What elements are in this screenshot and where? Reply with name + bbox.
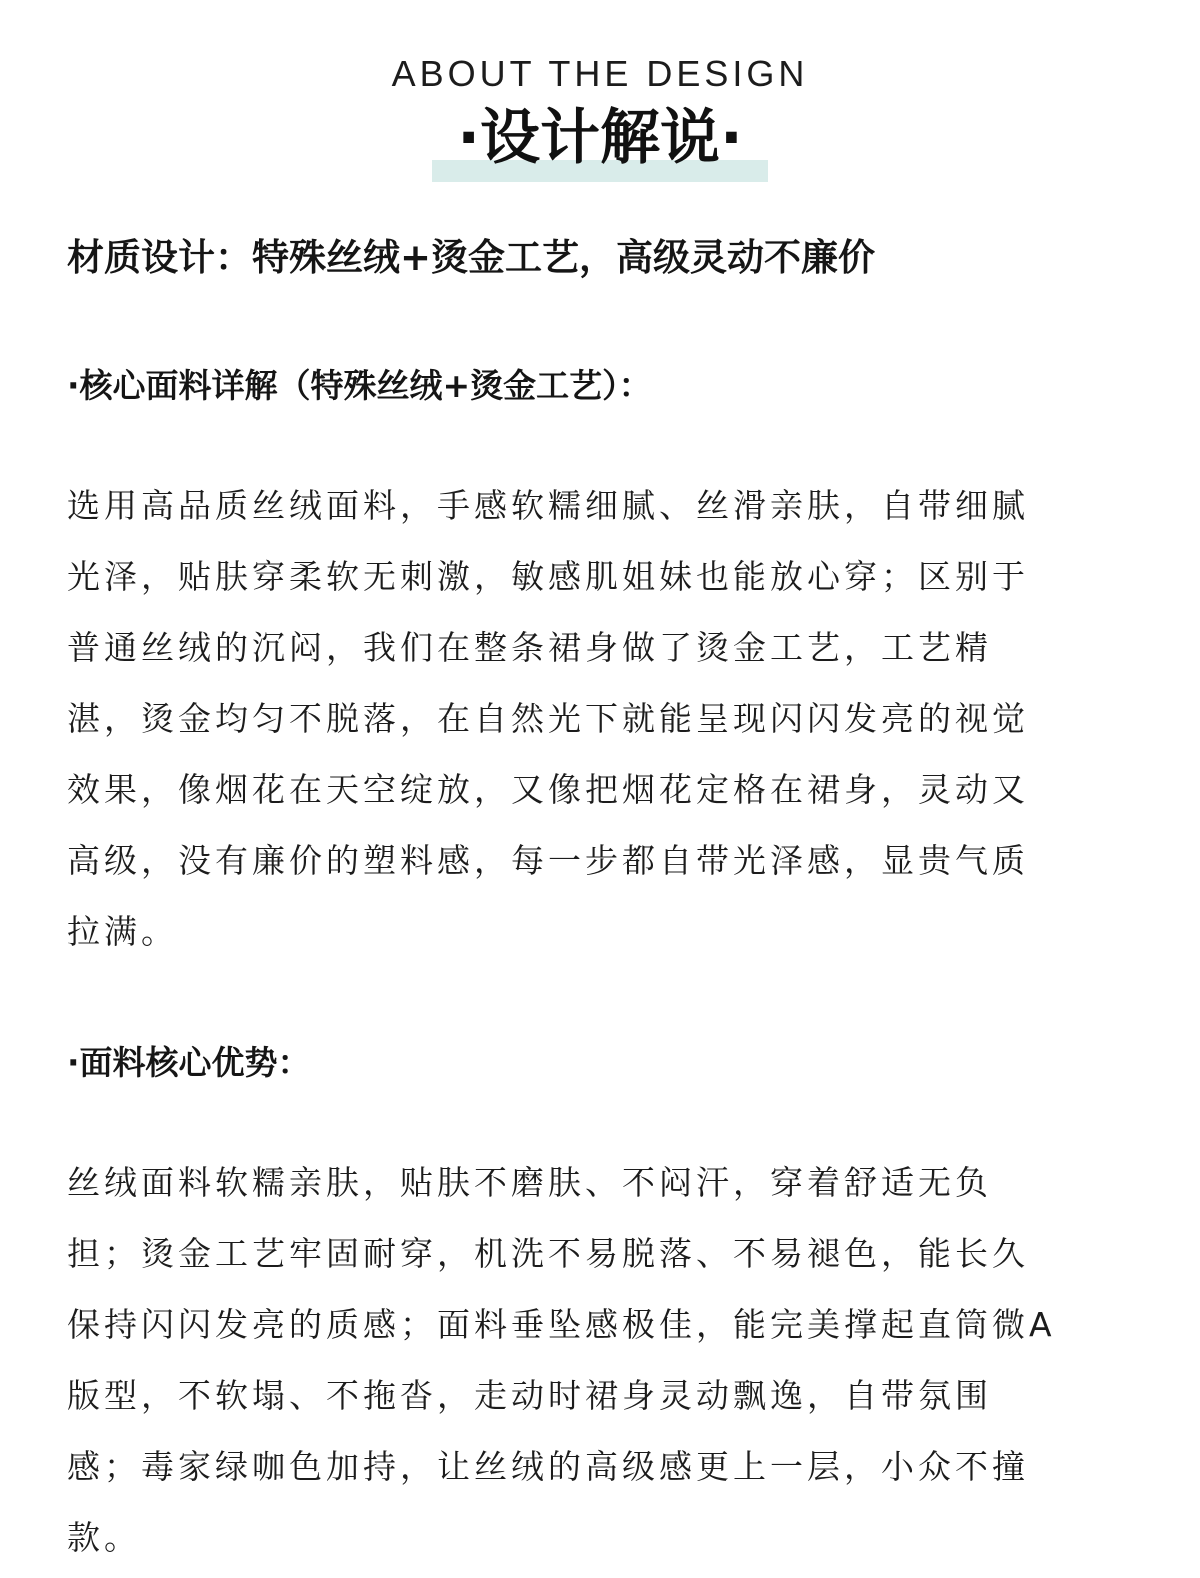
spacer [67,290,1137,354]
section-body-fabric-detail: 选用高品质丝绒面料，手感软糯细腻、丝滑亲肤，自带细腻 光泽，贴肤穿柔软无刺激，敏感肌姐妹也能放心穿；区别于 普通丝绒的沉闷，我们在整条裙身做了烫金工艺，工艺精 湛，烫金均匀不脱落，在自然光下就能呈现闪闪发亮的视觉 效果，像烟花在天空绽放，又像把烟花定格在裙身，灵动又 高级，没有廉价的塑料感，每一步都自带光泽感，显贵气质 拉满。 [67,486,1029,951]
main-heading: 材质设计：特殊丝绒+烫金工艺，高级灵动不廉价 [67,236,876,279]
page-title: ·设计解说· [457,103,743,173]
section-heading-fabric-advantages: ·面料核心优势： [67,1043,311,1082]
article-content [67,226,1137,1573]
section-body-fabric-advantages: 丝绒面料软糯亲肤，贴肤不磨肤、不闷汗，穿着舒适无负 担；烫金工艺牢固耐穿，机洗不易脱落、不易褪色，能长久 保持闪闪发亮的质感；面料垂坠感极佳，能完美撑起直筒微A 版型，不软塌、不拖沓，走动时裙身灵动飘逸，自带氛围 感；毒家绿咖色加持，让丝绒的高级感更上一层，小众不撞 款。 [67,1163,1056,1557]
english-subtitle: ABOUT THE DESIGN [391,53,809,94]
design-header [0,52,1200,182]
section-heading-fabric-detail: ·核心面料详解（特殊丝绒+烫金工艺）： [67,366,652,405]
title-block [432,102,768,182]
spacer [67,1095,1137,1147]
spacer [67,418,1137,470]
spacer [67,967,1137,1031]
